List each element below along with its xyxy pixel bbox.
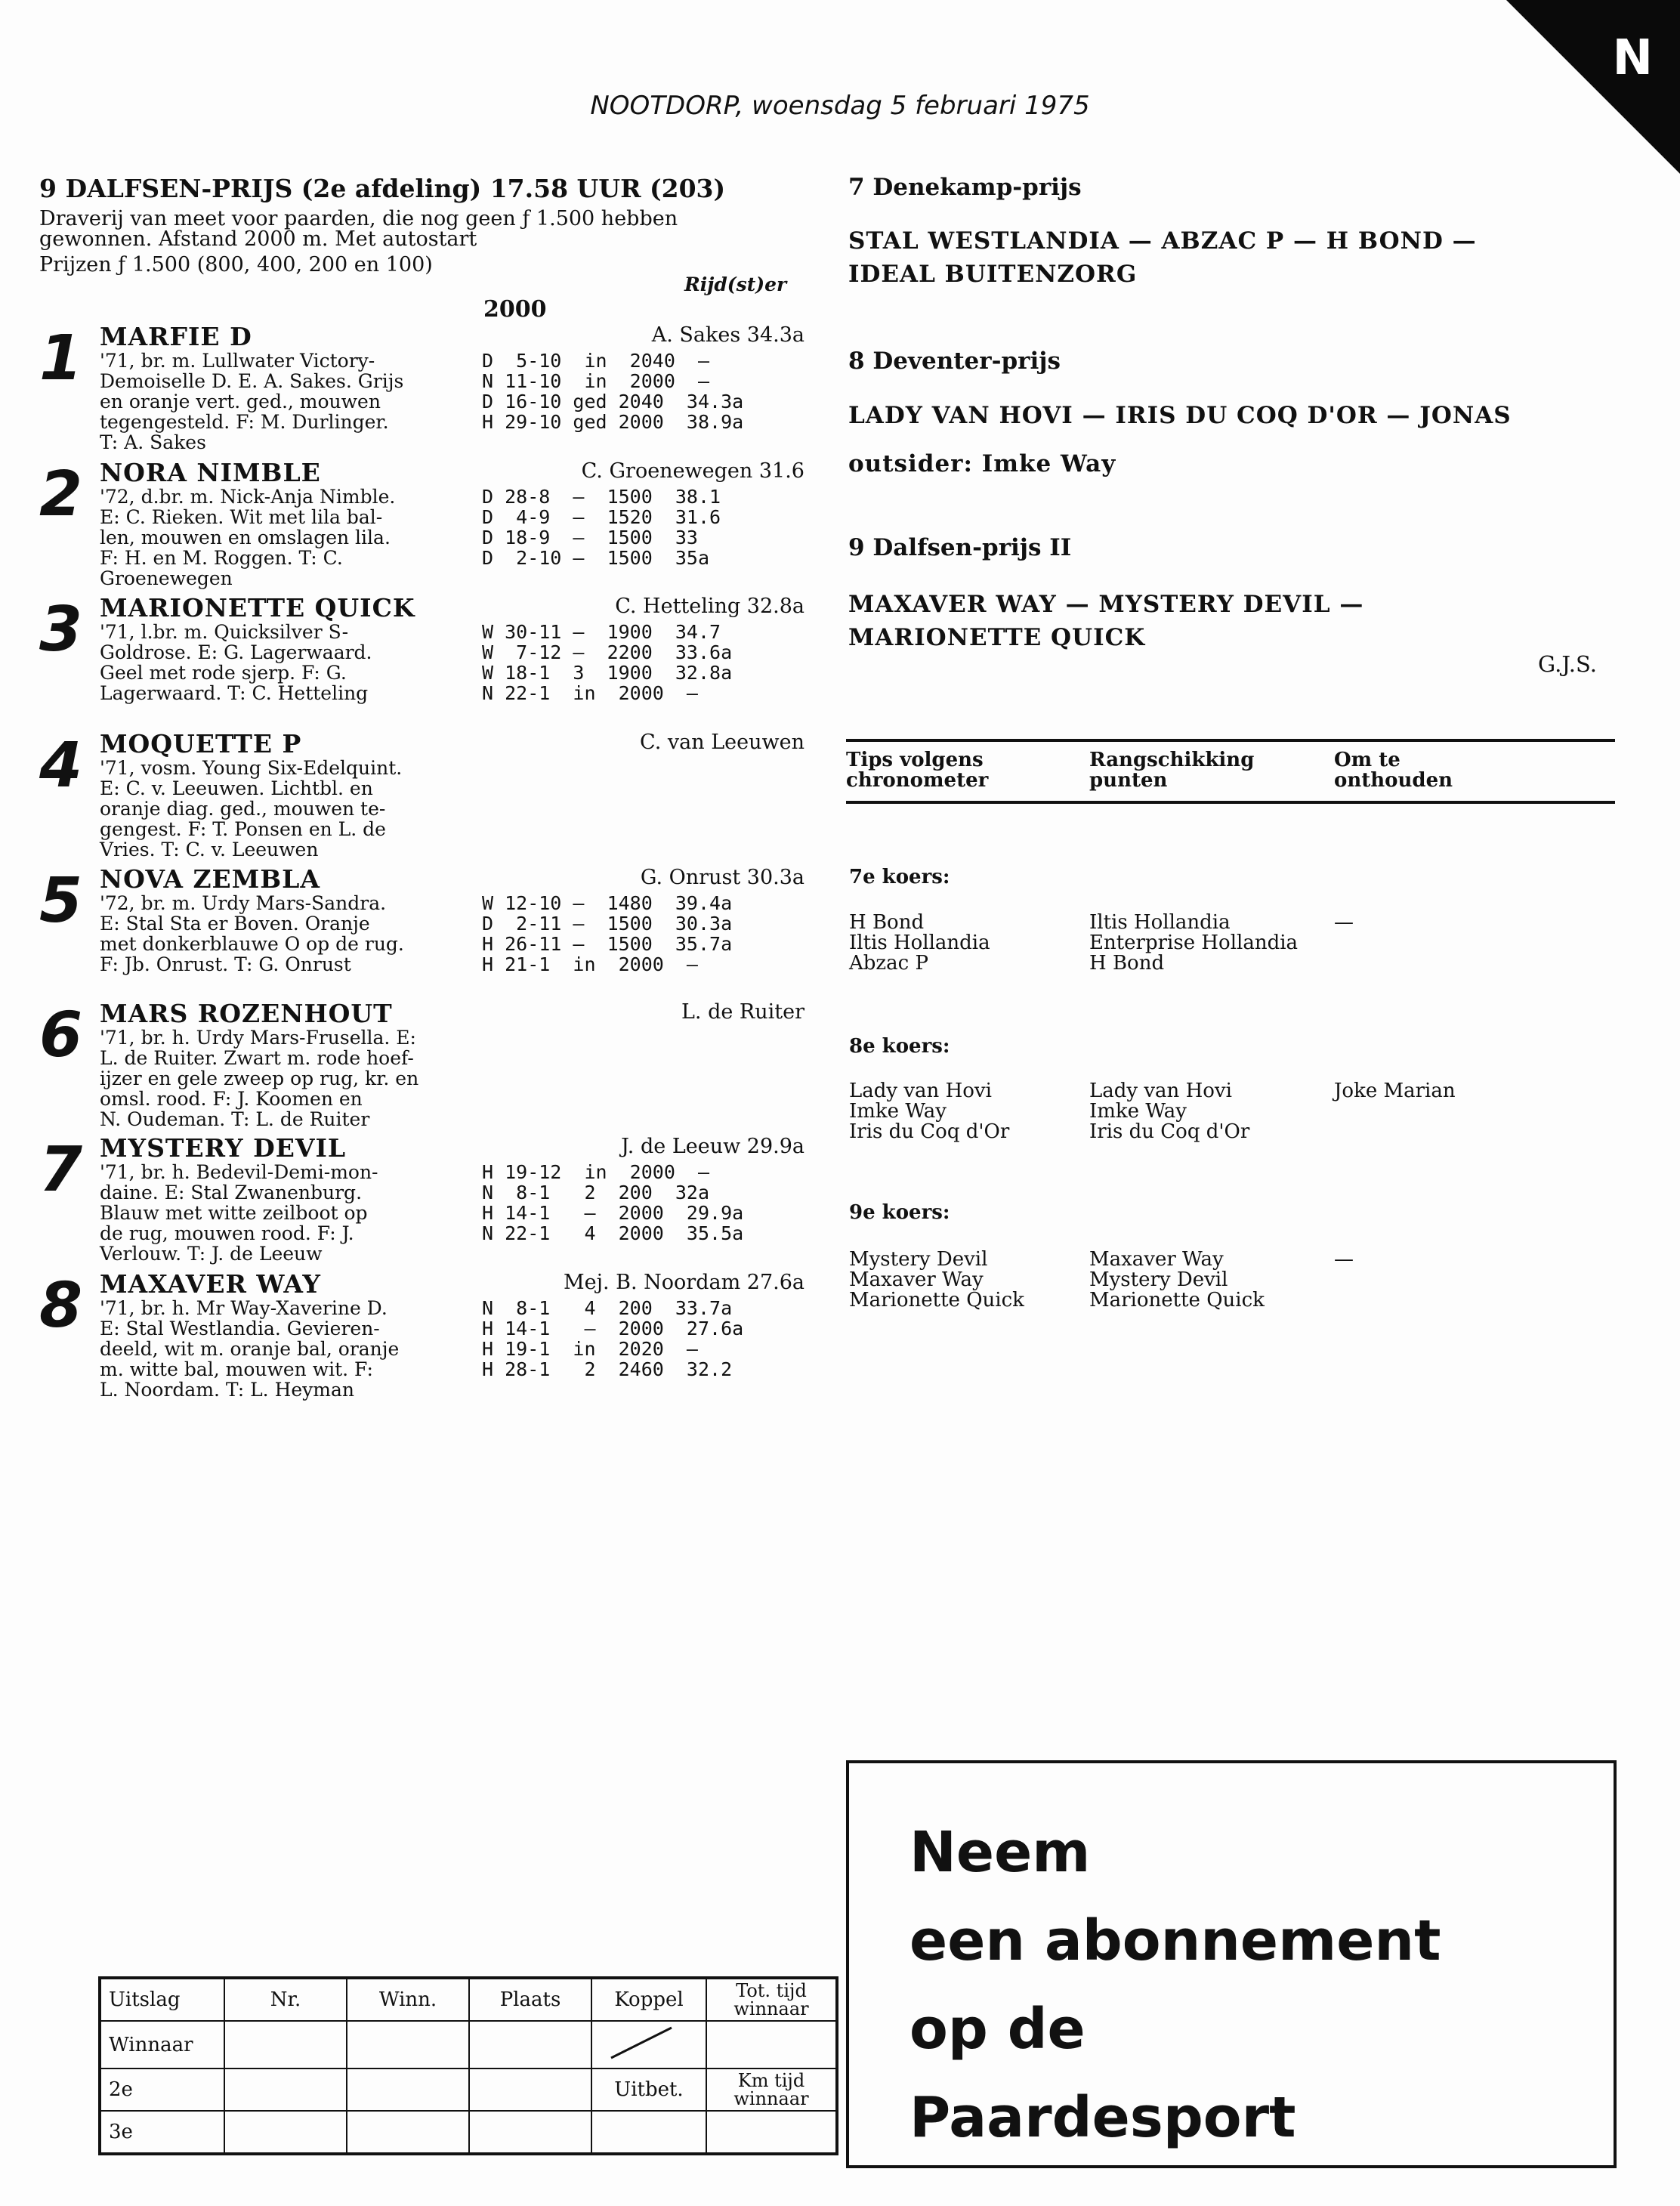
horse-desc-line: L. de Ruiter. Zwart m. rode hoef- <box>100 1047 414 1069</box>
horse-desc-line: tegengesteld. F: M. Durlinger. <box>100 411 389 433</box>
horse-name: NORA NIMBLE <box>100 458 321 487</box>
row-label-3e: 3e <box>100 2111 224 2154</box>
koers9-col2-1: Maxaver Way <box>1089 1248 1224 1271</box>
horse-desc-line: '71, br. m. Lullwater Victory- <box>100 350 375 372</box>
koers7-col3: — <box>1334 911 1354 934</box>
horse-desc-line: '71, l.br. m. Quicksilver S- <box>100 621 349 643</box>
horse-desc-line: Verlouw. T: J. de Leeuw <box>100 1243 323 1265</box>
horse-desc-line: deeld, wit m. oranje bal, oranje <box>100 1338 400 1360</box>
slash-mark <box>592 2022 690 2062</box>
horse-result-line: H 29-10 ged 2000 38.9a <box>482 411 744 433</box>
tips-header-rule <box>846 801 1615 804</box>
tips-col-punten: Rangschikking punten <box>1089 749 1255 792</box>
horse-desc-line: omsl. rood. F: J. Koomen en <box>100 1088 363 1110</box>
ad-line-4: Paardesport <box>909 2085 1296 2150</box>
row-label-2e: 2e <box>100 2069 224 2111</box>
result-table <box>98 1976 838 2155</box>
tips-col-chronometer: Tips volgens chronometer <box>846 749 989 792</box>
ad-line-2: een abonnement <box>909 1908 1441 1973</box>
row-label-winnaar: Winnaar <box>100 2021 224 2069</box>
race-desc-3: Prijzen ƒ 1.500 (800, 400, 200 en 100) <box>39 253 433 277</box>
horse-result-line: W 7-12 — 2200 33.6a <box>482 641 733 663</box>
horse-result-line: H 21-1 in 2000 — <box>482 953 698 975</box>
signature: G.J.S. <box>1538 651 1597 677</box>
koers7-col1-1: H Bond <box>849 911 925 934</box>
rider-label: Rijd(st)er <box>684 273 787 295</box>
cell-blank[interactable] <box>469 2111 591 2154</box>
cell-blank[interactable] <box>347 2111 469 2154</box>
koers8-col2-3: Iris du Coq d'Or <box>1089 1120 1250 1143</box>
horse-desc-line: '71, vosm. Young Six-Edelquint. <box>100 757 403 779</box>
horse-desc-line: oranje diag. ged., mouwen te- <box>100 798 386 820</box>
horse-result-line: W 18-1 3 1900 32.8a <box>482 662 733 684</box>
horse-desc-line: E: C. v. Leeuwen. Lichtbl. en <box>100 777 373 799</box>
horse-result-line: D 28-8 — 1500 38.1 <box>482 486 721 508</box>
horse-desc-line: Vries. T: C. v. Leeuwen <box>100 839 319 860</box>
horse-desc-line: daine. E: Stal Zwanenburg. <box>100 1182 363 1203</box>
koers9-col3: — <box>1334 1248 1354 1271</box>
horse-desc-line: F: H. en M. Roggen. T: C. <box>100 547 343 569</box>
horse-result-line: H 19-1 in 2020 — <box>482 1338 698 1360</box>
horse-result-line: H 14-1 — 2000 29.9a <box>482 1202 744 1224</box>
horse-desc-line: met donkerblauwe O op de rug. <box>100 933 404 955</box>
horse-desc-line: Goldrose. E: G. Lagerwaard. <box>100 641 372 663</box>
cell-slash <box>591 2021 706 2069</box>
horse-number: 1 <box>39 323 83 394</box>
horse-result-line: N 8-1 4 200 33.7a <box>482 1297 733 1319</box>
horse-number: 3 <box>39 594 83 666</box>
horse-result-line: N 11-10 in 2000 — <box>482 370 710 392</box>
horse-result-line: H 14-1 — 2000 27.6a <box>482 1318 744 1339</box>
horse-jockey: Mej. B. Noordam 27.6a <box>564 1271 804 1294</box>
race-desc-2: gewonnen. Afstand 2000 m. Met autostart <box>39 227 477 251</box>
horse-desc-line: m. witte bal, mouwen wit. F: <box>100 1358 373 1380</box>
horse-result-line: N 8-1 2 200 32a <box>482 1182 710 1203</box>
horse-number: 4 <box>39 730 83 802</box>
ad-line-3: op de <box>909 1997 1086 2062</box>
horse-result-line: H 28-1 2 2460 32.2 <box>482 1358 733 1380</box>
horse-desc-line: '71, br. h. Urdy Mars-Frusella. E: <box>100 1027 416 1049</box>
horse-desc-line: E: C. Rieken. Wit met lila bal- <box>100 506 383 528</box>
koers8-col3: Joke Marian <box>1334 1080 1456 1102</box>
koers8-col1-3: Iris du Coq d'Or <box>849 1120 1010 1143</box>
horse-desc-line: Geel met rode sjerp. F: G. <box>100 662 347 684</box>
km-tijd-label: Km tijd winnaar <box>706 2069 837 2111</box>
horse-desc-line: F: Jb. Onrust. T: G. Onrust <box>100 953 351 975</box>
horse-jockey: C. Groenewegen 31.6 <box>581 459 804 483</box>
horse-desc-line: '71, br. h. Mr Way-Xaverine D. <box>100 1297 388 1319</box>
horse-number: 8 <box>39 1270 83 1342</box>
koers9-col1-3: Marionette Quick <box>849 1289 1024 1312</box>
tips-top-rule <box>846 739 1615 742</box>
cell-blank[interactable] <box>469 2069 591 2111</box>
race8-title: 8 Deventer-prijs <box>848 348 1061 375</box>
horse-result-line: D 4-9 — 1520 31.6 <box>482 506 721 528</box>
horse-number: 5 <box>39 865 83 937</box>
horse-desc-line: ijzer en gele zweep op rug, kr. en <box>100 1067 419 1089</box>
horse-desc-line: '72, br. m. Urdy Mars-Sandra. <box>100 892 387 914</box>
horse-name: MARFIE D <box>100 322 252 351</box>
horse-name: MOQUETTE P <box>100 729 302 759</box>
koers7-col2-3: H Bond <box>1089 952 1165 975</box>
horse-jockey: G. Onrust 30.3a <box>640 866 804 889</box>
horse-desc-line: '71, br. h. Bedevil-Demi-mon- <box>100 1161 378 1183</box>
horse-jockey: C. Hetteling 32.8a <box>615 595 804 618</box>
result-row-winnaar <box>100 2021 837 2069</box>
horse-name: MYSTERY DEVIL <box>100 1133 347 1163</box>
horse-desc-line: '72, d.br. m. Nick-Anja Nimble. <box>100 486 396 508</box>
cell-blank[interactable] <box>706 2021 837 2069</box>
koers9-col1-2: Maxaver Way <box>849 1268 984 1291</box>
horse-desc-line: Demoiselle D. E. A. Sakes. Grijs <box>100 370 404 392</box>
koers8-col1-2: Imke Way <box>849 1100 947 1123</box>
horse-desc-line: Blauw met witte zeilboot op <box>100 1202 368 1224</box>
race7-title: 7 Denekamp-prijs <box>848 174 1082 201</box>
horse-desc-line: gengest. F: T. Ponsen en L. de <box>100 818 386 840</box>
race8-pick-1: LADY VAN HOVI — IRIS DU COQ D'OR — JONAS <box>848 402 1512 429</box>
horse-result-line: W 30-11 — 1900 34.7 <box>482 621 721 643</box>
horse-desc-line: N. Oudeman. T: L. de Ruiter <box>100 1108 370 1130</box>
horse-result-line: W 12-10 — 1480 39.4a <box>482 892 733 914</box>
horse-desc-line: E: Stal Westlandia. Gevieren- <box>100 1318 380 1339</box>
cell-blank[interactable] <box>347 2021 469 2069</box>
cell-blank[interactable] <box>224 2069 347 2111</box>
col-nr: Nr. <box>224 1978 347 2021</box>
cell-blank[interactable] <box>469 2021 591 2069</box>
race9-title: 9 Dalfsen-prijs II <box>848 534 1072 561</box>
horse-name: MARS ROZENHOUT <box>100 999 393 1028</box>
uitbet-label: Uitbet. <box>591 2069 706 2111</box>
result-row-3e <box>100 2111 837 2154</box>
horse-desc-line: L. Noordam. T: L. Heyman <box>100 1379 355 1401</box>
ad-line-1: Neem <box>909 1820 1091 1885</box>
cell-blank[interactable] <box>706 2111 837 2154</box>
result-table-header-row <box>100 1978 837 2021</box>
koers7-col1-3: Abzac P <box>849 952 928 975</box>
horse-result-line: D 2-10 — 1500 35a <box>482 547 710 569</box>
col-tot-tijd: Tot. tijd winnaar <box>706 1978 837 2021</box>
race-title: 9 DALFSEN-PRIJS (2e afdeling) 17.58 UUR (203) <box>39 174 726 203</box>
col-uitslag: Uitslag <box>100 1978 224 2021</box>
cell-blank[interactable] <box>224 2111 347 2154</box>
koers8-col2-2: Imke Way <box>1089 1100 1187 1123</box>
horse-desc-line: Lagerwaard. T: C. Hetteling <box>100 682 369 704</box>
cell-blank[interactable] <box>591 2111 706 2154</box>
horse-jockey: A. Sakes 34.3a <box>651 323 804 347</box>
koers9-col1-1: Mystery Devil <box>849 1248 988 1271</box>
cell-blank[interactable] <box>224 2021 347 2069</box>
koers7-col2-2: Enterprise Hollandia <box>1089 932 1299 954</box>
horse-result-line: N 22-1 in 2000 — <box>482 682 698 704</box>
distance-heading: 2000 <box>483 296 547 323</box>
horse-name: MAXAVER WAY <box>100 1269 321 1299</box>
horse-result-line: D 5-10 in 2040 — <box>482 350 710 372</box>
horse-result-line: D 2-11 — 1500 30.3a <box>482 913 733 935</box>
horse-result-line: N 22-1 4 2000 35.5a <box>482 1222 744 1244</box>
race-desc-1: Draverij van meet voor paarden, die nog geen ƒ 1.500 hebben <box>39 207 678 230</box>
race9-pick-1: MAXAVER WAY — MYSTERY DEVIL — <box>848 591 1364 618</box>
horse-name: MARIONETTE QUICK <box>100 593 415 623</box>
koers7-label: 7e koers: <box>849 866 950 888</box>
horse-name: NOVA ZEMBLA <box>100 864 320 894</box>
horse-jockey: C. van Leeuwen <box>640 731 804 754</box>
col-plaats: Plaats <box>469 1978 591 2021</box>
result-row-2e <box>100 2069 837 2111</box>
koers7-col1-2: Iltis Hollandia <box>849 932 990 954</box>
corner-letter: N <box>1612 30 1653 86</box>
horse-result-line: H 26-11 — 1500 35.7a <box>482 933 733 955</box>
koers9-col2-3: Marionette Quick <box>1089 1289 1265 1312</box>
horse-result-line: D 18-9 — 1500 33 <box>482 527 698 548</box>
koers9-label: 9e koers: <box>849 1201 950 1224</box>
horse-result-line: D 16-10 ged 2040 34.3a <box>482 391 744 412</box>
race7-pick-2: IDEAL BUITENZORG <box>848 261 1138 288</box>
horse-number: 6 <box>39 999 83 1071</box>
horse-number: 7 <box>39 1134 83 1206</box>
corner-tab <box>1506 0 1680 174</box>
koers8-col2-1: Lady van Hovi <box>1089 1080 1232 1102</box>
koers9-col2-2: Mystery Devil <box>1089 1268 1228 1291</box>
cell-blank[interactable] <box>347 2069 469 2111</box>
horse-desc-line: E: Stal Sta er Boven. Oranje <box>100 913 370 935</box>
race8-outsider: outsider: Imke Way <box>848 450 1116 477</box>
tips-col-onthouden: Om te onthouden <box>1334 749 1453 792</box>
horse-desc-line: en oranje vert. ged., mouwen <box>100 391 381 412</box>
col-winn: Winn. <box>347 1978 469 2021</box>
horse-desc-line: Groenewegen <box>100 567 233 589</box>
ad-text <box>909 1809 1441 2162</box>
page-title: NOOTDORP, woensdag 5 februari 1975 <box>590 91 1090 121</box>
horse-jockey: L. de Ruiter <box>681 1000 804 1024</box>
horse-desc-line: len, mouwen en omslagen lila. <box>100 527 391 548</box>
horse-desc-line: T: A. Sakes <box>100 431 206 453</box>
race7-pick-1: STAL WESTLANDIA — ABZAC P — H BOND — <box>848 227 1477 255</box>
horse-jockey: J. de Leeuw 29.9a <box>621 1135 804 1158</box>
horse-number: 2 <box>39 459 83 530</box>
koers7-col2-1: Iltis Hollandia <box>1089 911 1231 934</box>
koers8-label: 8e koers: <box>849 1035 950 1058</box>
koers8-col1-1: Lady van Hovi <box>849 1080 992 1102</box>
horse-desc-line: de rug, mouwen rood. F: J. <box>100 1222 354 1244</box>
race9-pick-2: MARIONETTE QUICK <box>848 624 1146 651</box>
horse-result-line: H 19-12 in 2000 — <box>482 1161 710 1183</box>
subscription-ad <box>846 1760 1617 2168</box>
col-koppel: Koppel <box>591 1978 706 2021</box>
